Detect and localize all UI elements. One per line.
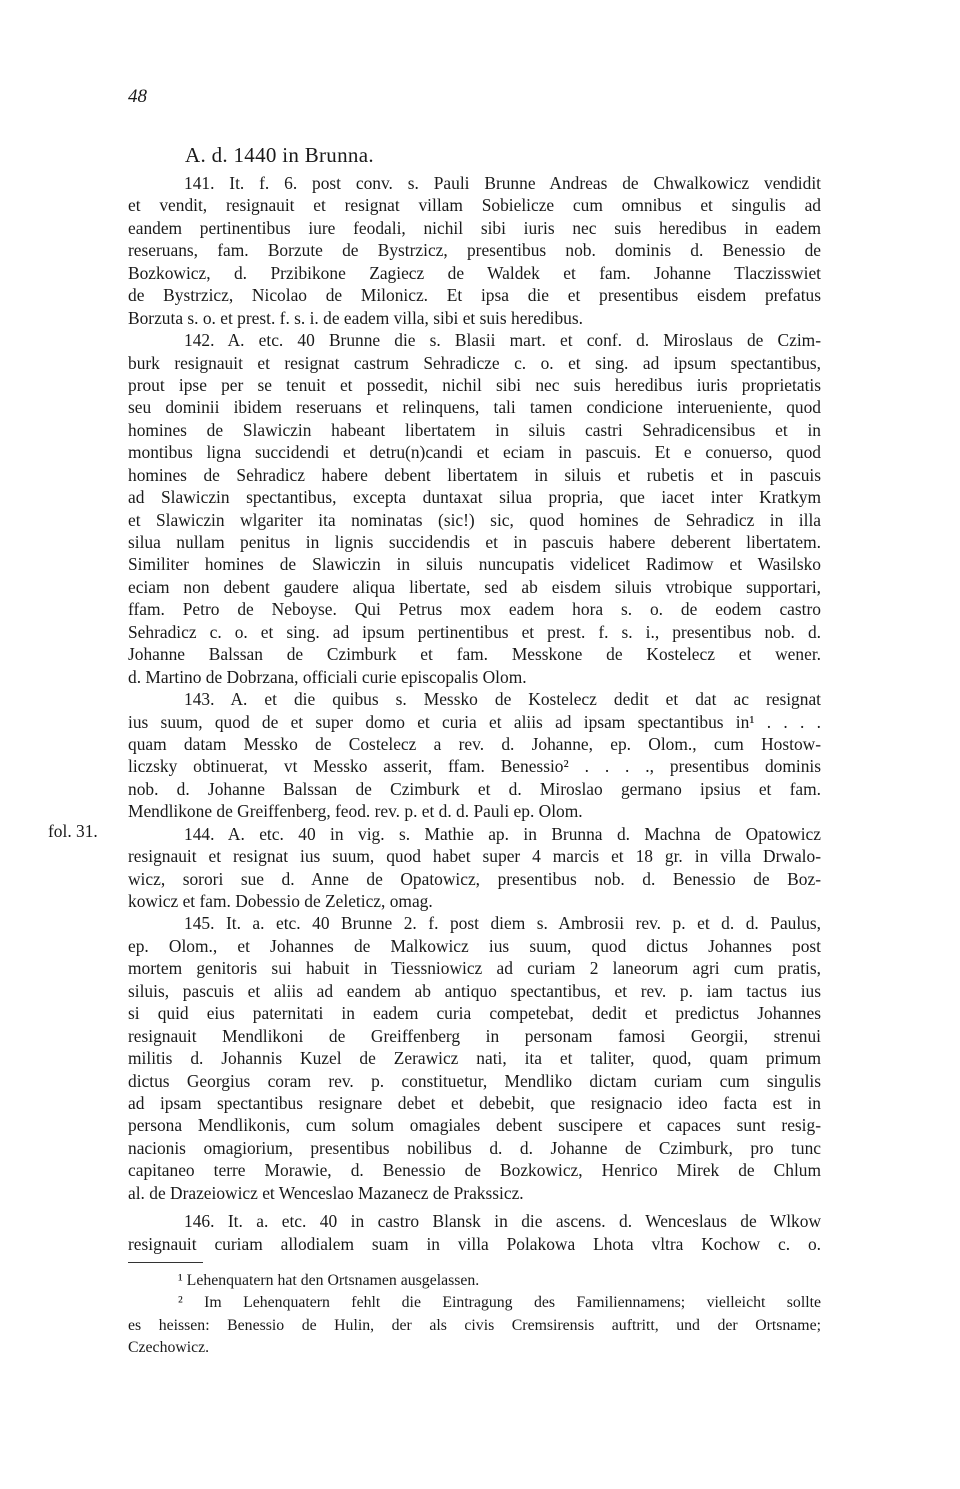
text-line: burk resignauit et resignat castrum Sehradicze c. o. et sing. ad ipsum spectantibus, (128, 352, 821, 373)
text-line: al. de Drazeiowicz et Wenceslao Mazanecz de Prakssicz. (128, 1182, 524, 1203)
text-line: ad ipsam spectantibus resignare debet et debebit, que resignacio ideo facta est in (128, 1092, 821, 1113)
text-line: persona Mendlikonis, cum solum omagiales debent suscipere et capaces sunt resig- (128, 1115, 821, 1136)
page-number: 48 (128, 86, 147, 107)
text-line: Borzuta s. o. et prest. f. s. i. de eadem villa, sibi et suis heredibus. (128, 307, 583, 328)
text-line: 141. It. f. 6. post conv. s. Pauli Brunne Andreas de Chwalkowicz vendidit (184, 173, 821, 193)
text-line: nacionis omagiorium, presentibus nobilibus d. d. Johanne de Czimburk, pro tunc (128, 1137, 821, 1158)
text-line: wicz, sorori sue d. Anne de Opatowicz, presentibus nob. d. Benessio de Boz- (128, 868, 821, 889)
text-line: reseruans, fam. Borzute de Bystrzicz, presentibus nob. dominis d. Benessio de (128, 240, 821, 261)
text-line: prout ipse per se tenuit et possedit, nichil sibi nec suis heredibus iuris proprietatis (128, 374, 821, 395)
section-heading: A. d. 1440 in Brunna. (185, 143, 374, 167)
footnote-divider (128, 1262, 203, 1263)
text-line: seu dominii ibidem reseruans et relinquens, tali tamen condicione interueniente, quod (128, 397, 821, 418)
footnotes (128, 1270, 821, 1359)
text-line: siluis, pascuis et aliis ad eandem ab antiquo spectantibus, et rev. p. iam tactus ius (128, 980, 821, 1001)
text-line: mortem genitoris sui habuit in Tiessniowicz ad curiam 2 laneorum agri cum pratis, (128, 958, 821, 979)
text-line: si quid eius paternitati in eadem curia competebat, dedit et predictus Johannes (128, 1003, 821, 1024)
text-line: silua nullam penitus in lignis succidendis et in pascuis habere deberent libertatem. (128, 532, 821, 552)
text-line: Similiter homines de Slawiczin in siluis nuncupatis videlicet Radimow et Wasilsko (128, 554, 821, 575)
text-line: resignauit Mendlikoni de Greiffenberg in personam famosi Georgii, strenui (128, 1025, 821, 1046)
footnote-line: ² Im Lehenquatern fehlt die Eintragung des Familiennamens; vielleicht sollte (178, 1294, 821, 1312)
text-line: Sehradicz c. o. et sing. ad ipsum pertinentibus et prest. f. s. i., presentibus nob. d. (128, 621, 821, 642)
text-line: de Bystrzicz, Nicolao de Milonicz. Et ipsa die et presentibus eisdem prefatus (128, 285, 821, 306)
text-line: kowicz et fam. Dobessio de Zeleticz, omag. (128, 891, 433, 911)
text-line: dictus Georgius coram rev. p. constituetur, Mendliko dictam curiam cum singulis (128, 1070, 821, 1091)
text-line: ad Slawiczin spectantibus, excepta duntaxat silua propria, que iacet inter Kratkym (128, 487, 821, 508)
text-line: resignauit curiam allodialem suam in villa Polakowa Lhota vltra Kochow c. o. (128, 1233, 821, 1254)
folio-margin-note: fol. 31. (48, 821, 98, 841)
footnote-line: es heissen: Benessio de Hulin, der als civis Cremsirensis auftritt, und der Ortsname; (128, 1316, 821, 1334)
text-line: homines de Slawiczin habeant libertatem in siluis castri Sehradicensibus et in (128, 419, 821, 440)
text-line: quam datam Messko de Costelecz a rev. d. Johanne, ep. Olom., cum Hostow- (128, 733, 821, 754)
text-line: liczsky obtinuerat, vt Messko asserit, ffam. Benessio² . . . ., presentibus dominis (128, 756, 821, 777)
footnote-line: ¹ Lehenquatern hat den Ortsnamen ausgelassen. (178, 1272, 480, 1289)
footnote-line: Czechowicz. (128, 1338, 210, 1356)
text-line: 143. A. et die quibus s. Messko de Kostelecz dedit et dat ac resignat (184, 689, 821, 710)
body-text (128, 172, 821, 1255)
text-line: Mendlikone de Greiffenberg, feod. rev. p. et d. d. Pauli ep. Olom. (128, 801, 583, 822)
text-line: ep. Olom., et Johannes de Malkowicz ius suum, quod dictus Johannes post (128, 935, 821, 956)
text-line: 144. A. etc. 40 in vig. s. Mathie ap. in Brunna d. Machna de Opatowicz (184, 823, 821, 844)
text-line: nob. d. Johanne Balssan de Czimburk et d. Miroslao germano ipsius et fam. (128, 778, 821, 799)
text-line: Bozkowicz, d. Przibikone Zagiecz de Waldek et fam. Johanne Tlaczisswiet (128, 262, 821, 283)
text-line: eciam non debent gaudere aliqua libertate, sed ab eisdem siluis vtrobique supportari, (128, 576, 821, 597)
text-line: resignauit et resignat ius suum, quod habet super 4 marcis et 18 gr. in villa Drwalo- (128, 846, 821, 867)
text-line: 142. A. etc. 40 Brunne die s. Blasii mart. et conf. d. Miroslaus de Czim- (184, 330, 821, 351)
text-line: Johanne Balssan de Czimburk et fam. Messkone de Kostelecz et wener. (128, 644, 821, 665)
text-line: eandem pertinentibus iure feodali, nichil sibi iuris nec suis heredibus in eadem (128, 217, 821, 238)
text-line: militis d. Johannis Kuzel de Zerawicz nati, ita et taliter, quod, quam primum (128, 1048, 821, 1069)
text-line: d. Martino de Dobrzana, officiali curie episcopalis Olom. (128, 666, 527, 687)
text-line: ffam. Petro de Neboyse. Qui Petrus mox eadem hora s. o. de eodem castro (128, 599, 821, 620)
text-line: ius suum, quod de et super domo et curia et aliis ad ipsam spectantibus in¹ . . . . (128, 711, 821, 732)
text-line: capitaneo terre Morawie, d. Benessio de Bozkowicz, Henrico Mirek de Chlum (128, 1160, 821, 1181)
text-line: et vendit, resignauit et resignat villam Sobielicze cum omnibus et singulis ad (128, 195, 821, 216)
text-line: montibus ligna succidendi et detru(n)candi et eciam in pascuis. Et e conuerso, quod (128, 442, 821, 463)
text-line: 145. It. a. etc. 40 Brunne 2. f. post diem s. Ambrosii rev. p. et d. d. Paulus, (184, 913, 821, 934)
text-line: homines de Sehradicz habere debent libertatem in siluis et rubetis et in pascuis (128, 464, 821, 485)
text-line: et Slawiczin wlgariter ita nominatas (sic!) sic, quod homines de Sehradicz in illa (128, 509, 821, 530)
text-line: 146. It. a. etc. 40 in castro Blansk in die ascens. d. Wenceslaus de Wlkow (184, 1211, 821, 1232)
